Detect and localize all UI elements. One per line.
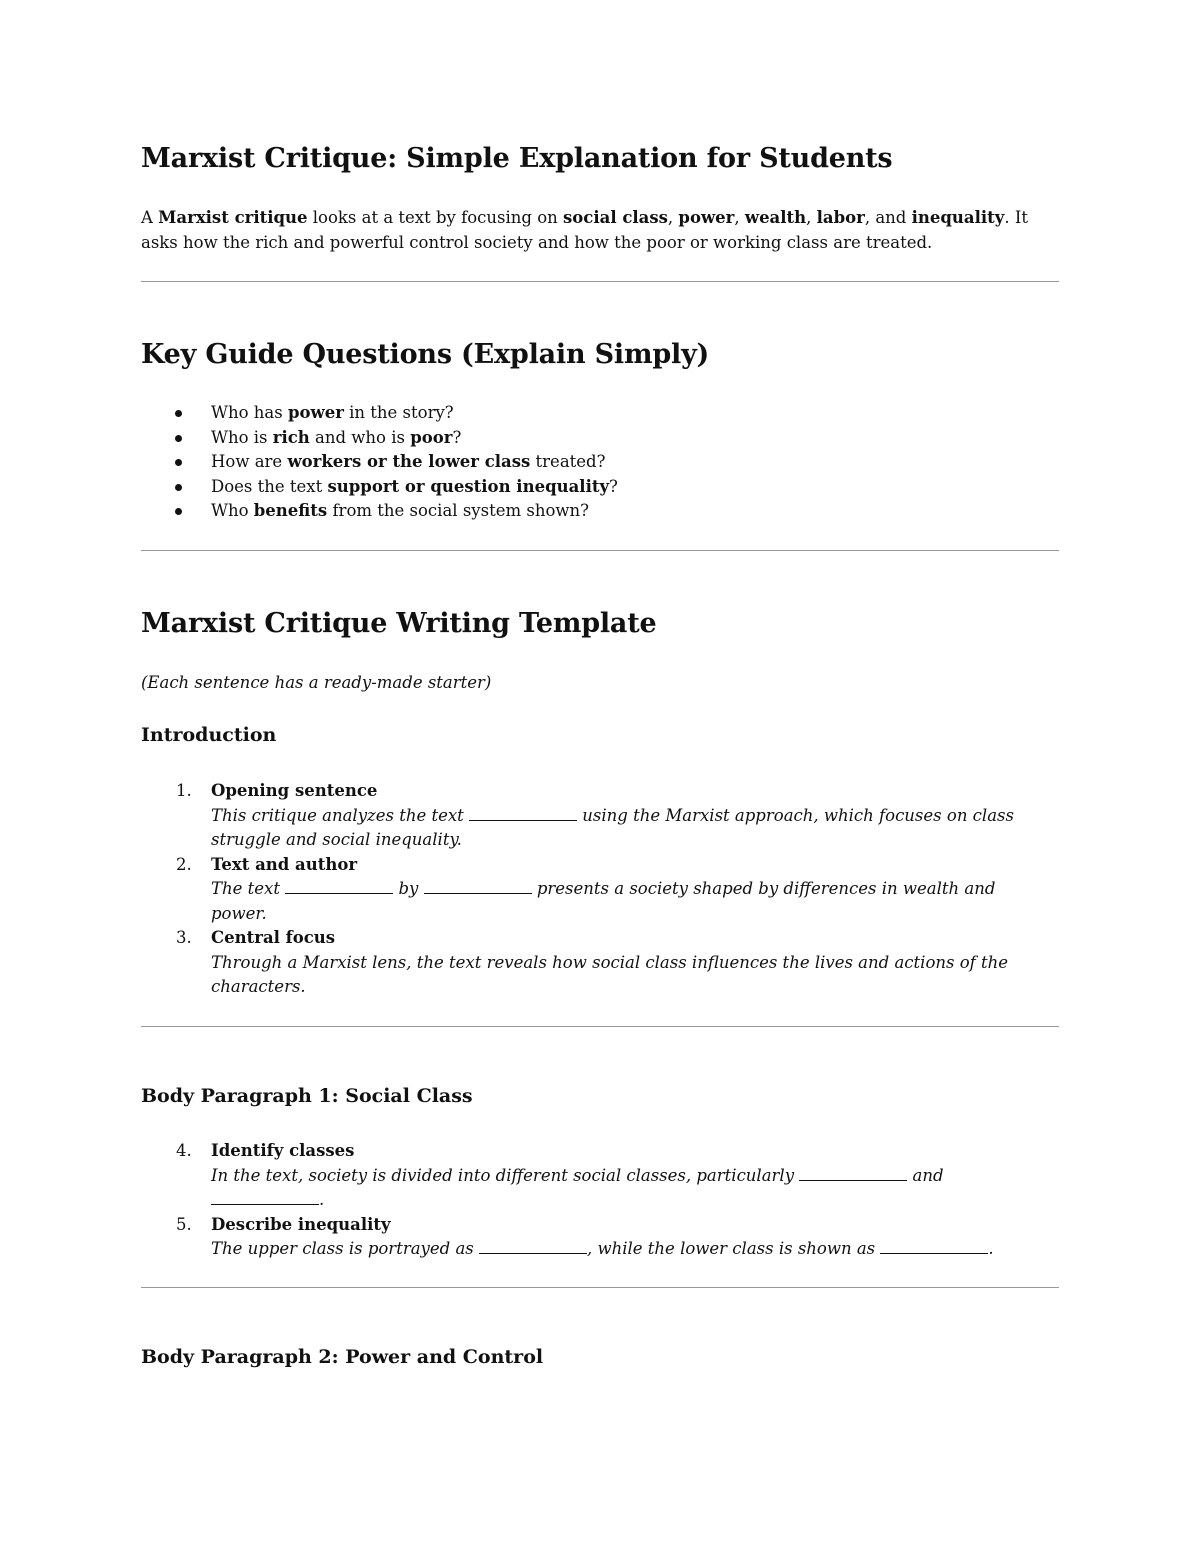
bullet-icon [175, 459, 182, 466]
list-item [141, 926, 1059, 1000]
step-number: 2. [176, 854, 192, 874]
step-title: Describe inequality [211, 1214, 391, 1234]
step-text: This critique analyzes the text using the Marxist approach, which focuses on class struggle and social inequality. [211, 805, 1014, 849]
blank-line [424, 877, 532, 894]
step-title: Central focus [211, 928, 336, 947]
guide-question-list [141, 401, 1059, 524]
introduction-heading: Introduction [141, 724, 277, 746]
template-note: (Each sentence has a ready-made starter) [141, 673, 492, 692]
list-item: Who has power in the story? [141, 401, 1059, 426]
step-text: The upper class is portrayed as , while the lower class is shown as . [211, 1239, 994, 1258]
blank-line [211, 1188, 319, 1205]
list-item: Does the text support or question inequality? [141, 475, 1059, 500]
step-number: 1. [176, 781, 192, 800]
body1-steps [141, 1139, 1059, 1262]
blank-line [285, 877, 393, 894]
template-heading: Marxist Critique Writing Template [141, 608, 657, 639]
blank-line [799, 1164, 907, 1181]
section-divider [141, 281, 1059, 282]
blank-line [469, 804, 577, 821]
list-item [141, 779, 1059, 853]
list-item: How are workers or the lower class treated? [141, 450, 1059, 475]
step-title: Opening sentence [211, 781, 378, 800]
list-item: Who benefits from the social system shown? [141, 499, 1059, 524]
step-number: 4. [176, 1141, 192, 1160]
step-number: 3. [176, 928, 192, 947]
guide-heading: Key Guide Questions (Explain Simply) [141, 339, 710, 370]
step-title: Text and author [211, 854, 358, 874]
section-divider [141, 1026, 1059, 1027]
body1-heading: Body Paragraph 1: Social Class [141, 1085, 473, 1107]
step-text: In the text, society is divided into different social classes, particularly and . [211, 1165, 944, 1209]
intro-paragraph: A Marxist critique looks at a text by focusing on social class, power, wealth, labor, and inequality. It asks how the rich and powerful control society and how the poor or working class are treated. [141, 208, 1028, 252]
step-number: 5. [176, 1214, 192, 1234]
list-item: Who is rich and who is poor? [141, 426, 1059, 451]
bullet-icon [175, 484, 182, 491]
step-text: The text by presents a society shaped by differences in wealth and power. [211, 879, 996, 923]
bullet-icon [175, 435, 182, 442]
section-divider [141, 1287, 1059, 1288]
blank-line [880, 1237, 988, 1254]
bullet-icon [175, 508, 182, 515]
section-divider [141, 550, 1059, 551]
list-item [141, 1213, 1059, 1262]
step-title: Identify classes [211, 1141, 355, 1160]
page-title: Marxist Critique: Simple Explanation for Students [141, 143, 893, 174]
body2-heading: Body Paragraph 2: Power and Control [141, 1346, 544, 1368]
introduction-steps [141, 779, 1059, 1000]
list-item [141, 1139, 1059, 1213]
step-text: Through a Marxist lens, the text reveals how social class influences the lives and actions of the characters. [211, 952, 1009, 996]
list-item [141, 853, 1059, 927]
bullet-icon [175, 410, 182, 417]
blank-line [479, 1237, 587, 1254]
